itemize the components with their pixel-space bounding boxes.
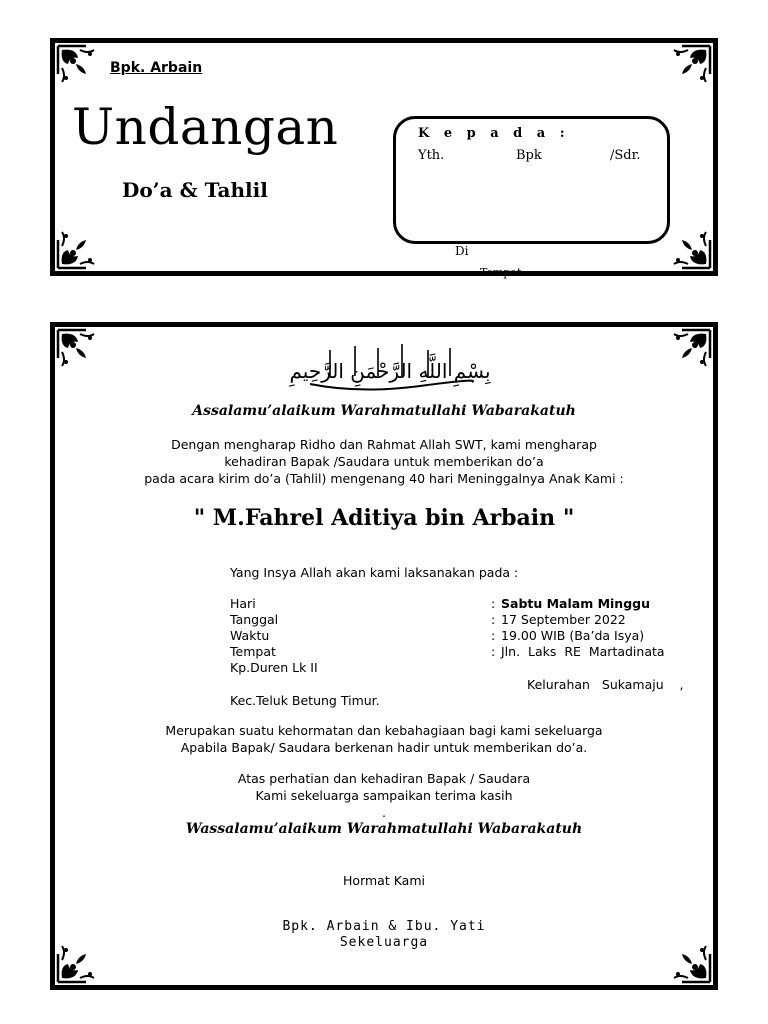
- closing-line-1: Merupakan suatu kehormatan dan kebahagiaan bagi kami sekeluarga: [165, 723, 603, 738]
- label-waktu: Waktu: [230, 628, 270, 643]
- bpk-label: Bpk: [516, 148, 542, 163]
- address-line-3: Kec.Teluk Betung Timur.: [230, 693, 380, 708]
- address-line-1: Kp.Duren Lk II: [230, 660, 318, 675]
- sdr-label: /Sdr.: [610, 148, 641, 163]
- corner-ornament-icon: [56, 226, 100, 270]
- corner-ornament-icon: [668, 226, 712, 270]
- schedule-intro: Yang Insya Allah akan kami laksanakan pada :: [230, 565, 519, 580]
- label-tanggal: Tanggal: [230, 612, 279, 627]
- corner-ornament-icon: [56, 44, 100, 88]
- label-hari: Hari: [230, 596, 256, 611]
- deceased-name: " M.Fahrel Aditiya bin Arbain ": [193, 505, 575, 531]
- value-tanggal: 17 September 2022: [501, 612, 626, 627]
- signature-line-2: Sekeluarga: [339, 935, 429, 950]
- value-waktu: 19.00 WIB (Ba’da Isya): [501, 628, 645, 643]
- address-line-2: Kelurahan Sukamaju ,: [527, 677, 684, 692]
- value-hari: Sabtu Malam Minggu: [501, 596, 650, 611]
- tempat-label: Tempat.: [480, 266, 525, 279]
- colon: :: [491, 612, 496, 627]
- invitation-subtitle: Do’a & Tahlil: [122, 178, 268, 202]
- corner-ornament-icon: [668, 44, 712, 88]
- kepada-label: K e p a d a :: [418, 126, 570, 141]
- colon: :: [491, 628, 496, 643]
- signature-line-1: Bpk. Arbain & Ibu. Yati: [282, 919, 486, 934]
- label-tempat: Tempat: [230, 644, 276, 659]
- intro-line-3: pada acara kirim do’a (Tahlil) mengenang 40 hari Meninggalnya Anak Kami :: [144, 471, 624, 486]
- basmala-calligraphy: [289, 336, 491, 398]
- intro-line-2: kehadiran Bapak /Saudara untuk memberikan do’a: [224, 454, 544, 469]
- invitation-title: Undangan: [72, 98, 339, 156]
- corner-ornament-icon: [668, 328, 712, 372]
- corner-ornament-icon: [56, 328, 100, 372]
- closing-line-3: Atas perhatian dan kehadiran Bapak / Saudara: [237, 771, 531, 786]
- hormat-kami: Hormat Kami: [343, 873, 425, 888]
- closing-line-2: Apabila Bapak/ Saudara berkenan hadir untuk memberikan do’a.: [180, 740, 588, 755]
- farewell: Wassalamu’alaikum Warahmatullahi Wabarakatuh: [185, 821, 583, 837]
- svg-text:بِسْمِ اللَّهِ الرَّحْمَنِ الر: بِسْمِ اللَّهِ الرَّحْمَنِ الرَّحِيمِ: [289, 359, 491, 383]
- value-tempat: Jln. Laks RE Martadinata: [501, 644, 665, 659]
- colon: :: [491, 644, 496, 659]
- closing-dot: .: [382, 805, 386, 820]
- yth-label: Yth.: [418, 148, 445, 163]
- sender-label: Bpk. Arbain: [110, 60, 203, 76]
- di-label: Di: [455, 244, 469, 258]
- colon: :: [491, 596, 496, 611]
- intro-line-1: Dengan mengharap Ridho dan Rahmat Allah SWT, kami mengharap: [171, 437, 597, 452]
- greeting: Assalamu’alaikum Warahmatullahi Wabarakatuh: [192, 403, 576, 419]
- closing-line-4: Kami sekeluarga sampaikan terima kasih: [255, 788, 513, 803]
